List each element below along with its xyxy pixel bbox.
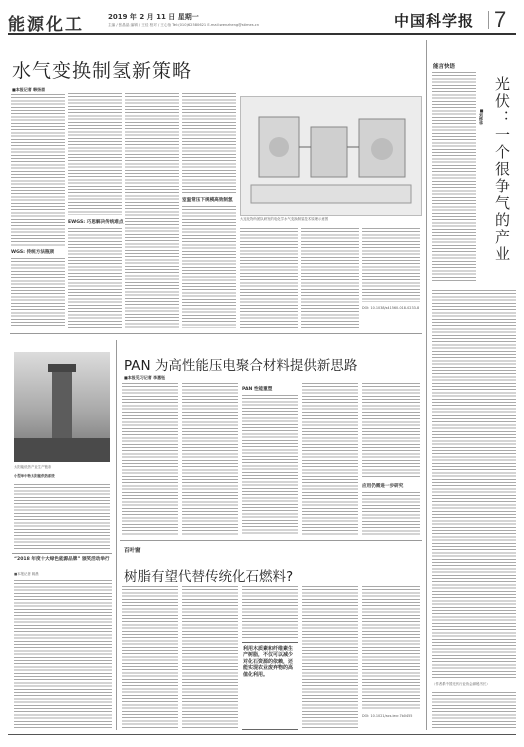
bottom-column-1	[122, 586, 178, 728]
pan-subhead-2: 应用仍需进一步研究	[362, 484, 404, 489]
lead-column-3	[125, 93, 179, 328]
section-title: 能源化工	[8, 15, 84, 35]
lead-column-2	[68, 93, 122, 215]
lead-column-4	[182, 93, 236, 193]
column-author: ■刘烨华	[479, 108, 484, 125]
lead-column-1b	[11, 258, 65, 328]
lead-column-2b	[68, 228, 122, 328]
pan-headline: PAN 为高性能压电聚合材料提供新思路	[124, 358, 358, 374]
sidebar-divider	[116, 340, 117, 730]
bottom-column-2	[182, 586, 238, 728]
pan-column-1	[122, 383, 178, 535]
newspaper-masthead: 中国科学报	[394, 12, 475, 30]
header-rule	[8, 33, 516, 35]
bottom-tag: 百叶窗	[124, 548, 141, 554]
column-intro	[432, 72, 476, 282]
lead-column-6	[301, 228, 359, 328]
column-title: 光伏：一个很争气的产业	[493, 76, 511, 263]
pan-column-2	[182, 383, 238, 535]
column-divider	[426, 40, 427, 730]
lead-figure	[240, 96, 422, 216]
column-body-end	[432, 692, 516, 728]
pan-column-4	[302, 383, 358, 535]
lead-doi: DOI: 10.1038/s41560-018-0233-8	[362, 306, 420, 310]
sidebar-news-byline: ■本报记者 姚晨	[14, 572, 39, 576]
lead-subhead-1: WGS: 传统方法瓶颈	[11, 250, 55, 255]
lead-subhead-2: EWGS: 巧思解决传统难点	[68, 220, 124, 225]
column-body	[432, 290, 516, 678]
column-footer: （作者系中国光伏行业协会副秘书长）	[432, 682, 490, 686]
pan-bottom-rule	[120, 540, 422, 541]
bottom-pull-quote-box	[242, 642, 298, 730]
pan-column-5	[362, 383, 420, 479]
page-bottom-rule	[8, 734, 516, 735]
lead-column-7	[362, 228, 420, 302]
issue-date: 2019 年 2 月 11 日 星期一	[108, 13, 199, 21]
lead-subhead-3: 室温常压下规模高效制氢	[182, 198, 233, 203]
editor-info: 主编 / 张晶晶 编辑 / 王佳 校对 / 王心怡 Tel:(010)62580621 E-mail:wenzheng@stimes.cn	[108, 23, 260, 27]
bottom-doi: DOI: 10.1021/acs.iecr.7b0455	[362, 714, 413, 718]
sidebar-photo-caption: 太阳能低热产业生产链条	[14, 465, 52, 469]
bottom-pull-quote: 利用木质素和纤维素生产树脂，不仅可以减少对化石资源的依赖，还能实现农业废弃物的高值化利用。	[243, 646, 294, 678]
bottom-column-5	[362, 586, 420, 710]
sidebar-news-title: “2018 年度十大绿色能源品牌” 颁奖活动举行	[14, 557, 110, 562]
sidebar-body	[14, 484, 110, 550]
bottom-headline: 树脂有望代替传统化石燃料?	[124, 569, 294, 585]
lead-column-5	[240, 228, 298, 328]
lead-byline: ■本报记者 韩扬眉	[12, 87, 46, 92]
page-number: 7	[494, 7, 507, 32]
sidebar-sub-caption: 小型单中物太阳能供热系统	[14, 474, 55, 478]
bottom-column-4	[302, 586, 358, 728]
lead-column-4b	[182, 206, 236, 328]
sidebar-news-body	[14, 580, 112, 728]
pan-subhead-1: PAN 性能重塑	[242, 387, 273, 392]
masthead-divider	[488, 11, 489, 29]
pan-byline: ■本报见习记者 李惠钰	[124, 375, 166, 380]
sidebar-rule	[12, 553, 112, 554]
pan-column-5b	[362, 492, 420, 535]
tower-illustration	[14, 352, 110, 462]
lead-headline: 水气变换制氢新策略	[12, 60, 193, 82]
column-tag: 能言快语	[433, 64, 456, 70]
bottom-column-3	[242, 586, 298, 638]
electrolysis-diagram	[241, 97, 421, 215]
lead-column-1	[11, 94, 65, 246]
pan-column-3	[242, 395, 298, 535]
lead-bottom-rule	[10, 333, 422, 334]
sidebar-photo	[14, 352, 110, 462]
lead-figure-caption: 大连化物所团队研发的电化学水气变换制氢技术原理示意图	[240, 217, 329, 221]
